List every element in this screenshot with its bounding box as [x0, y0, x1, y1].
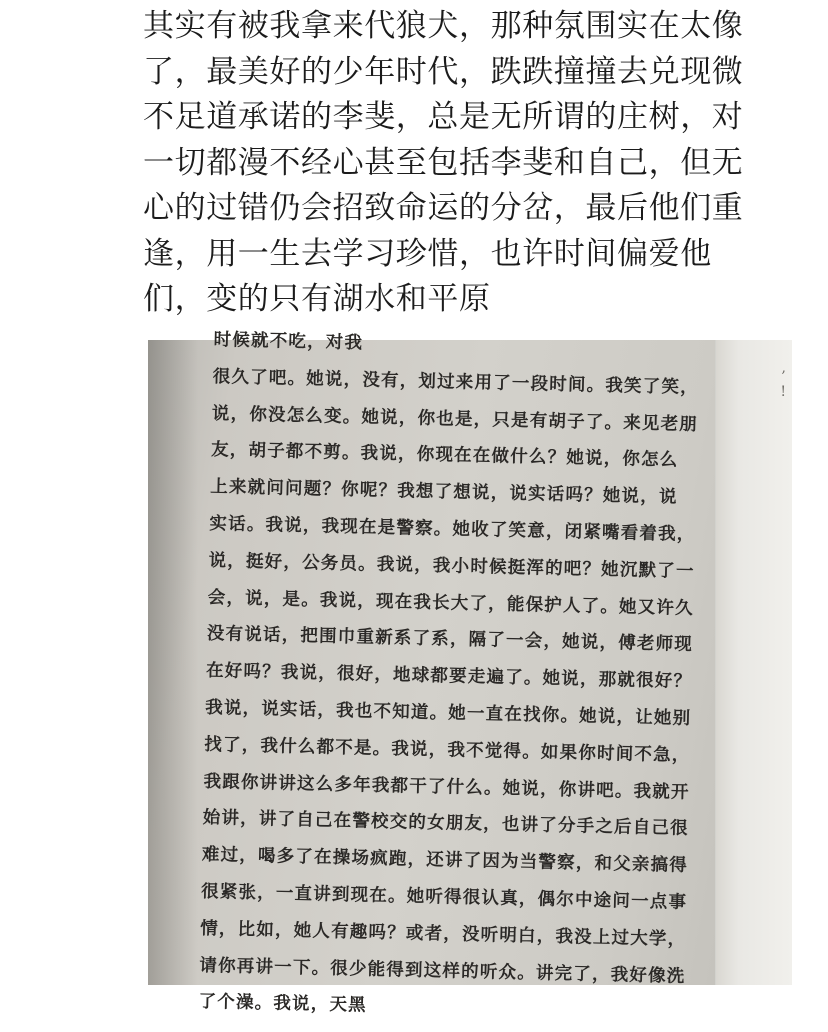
post-text-line: 逢，用一生去学习珍惜，也许时间偏爱他 [143, 235, 712, 272]
book-line: 了个澡。我说，天黑 [198, 992, 368, 1016]
book-line: 我跟你讲讲这么多年我都干了什么。她说，你讲吧。我就开 [203, 771, 690, 803]
book-line: 说，你没怎么变。她说，你也是，只是有胡子了。来见老朋 [211, 403, 699, 435]
facing-page-edge [715, 340, 792, 985]
book-line: 我说，说实话，我也不知道。她一直在找你。她说，让她别 [205, 697, 692, 729]
facing-page-glyph: , [781, 360, 786, 376]
book-line: 很紧张，一直讲到现在。她听得很认真，偶尔中途问一点事 [200, 881, 688, 913]
book-line: 没有说话，把围巾重新系了系，隔了一会，她说，傅老师现 [206, 624, 694, 656]
book-line: 会，说，是。我说，现在我长大了，能保护人了。她又许久 [207, 587, 695, 619]
book-line: 请你再讲一下。很少能得到这样的听众。讲完了，我好像洗 [199, 955, 686, 987]
book-line: 在好吗？我说，很好，地球都要走遍了。她说，那就很好？ [205, 661, 693, 693]
post-text-line: 其实有被我拿来代狼犬，那种氛围实在太像 [143, 8, 744, 44]
post-text [143, 4, 773, 323]
book-line: 说，挺好，公务员。我说，我小时候挺浑的吧？她沉默了一 [208, 550, 695, 582]
book-line: 难过，喝多了在操场疯跑，还讲了因为当警察，和父亲搞得 [201, 845, 689, 877]
book-line: 实话。我说，我现在是警察。她收了笑意，闭紧嘴看着我， [209, 513, 696, 545]
post-text-line: 不足道承诺的李斐，总是无所谓的庄树，对 [143, 99, 744, 135]
page-gutter-shadow [148, 340, 198, 985]
book-line: 友，胡子都不剪。我说，你现在在做什么？她说，你怎么 [210, 440, 679, 471]
book-line: 找了，我什么都不是。我说，我不觉得。如果你时间不急， [204, 734, 691, 766]
book-line: 情，比如，她人有趣吗？或者，没听明白，我没上过大学， [200, 918, 687, 950]
book-line: 始讲，讲了自己在警校交的女朋友，也讲了分手之后自己很 [202, 808, 690, 840]
facing-page-glyph: ! [780, 384, 786, 400]
post-text-line: 们，变的只有湖水和平原 [143, 281, 491, 317]
book-page-text [198, 322, 714, 1032]
book-page-photo[interactable] [148, 329, 792, 1016]
book-line: 上来就问问题？你呢？我想了想说，说实话吗？她说，说 [210, 477, 678, 508]
post-text-line: 一切都漫不经心甚至包括李斐和自己，但无 [143, 144, 744, 181]
book-line: 很久了吧。她说，没有，划过来用了一段时间。我笑了笑， [212, 366, 700, 398]
post-text-line: 了，最美好的少年时代，跌跌撞撞去兑现微 [143, 53, 744, 90]
post-text-line: 心的过错仍会招致命运的分岔，最后他们重 [143, 190, 744, 226]
book-line: 时候就不吃，对我 [213, 329, 364, 354]
